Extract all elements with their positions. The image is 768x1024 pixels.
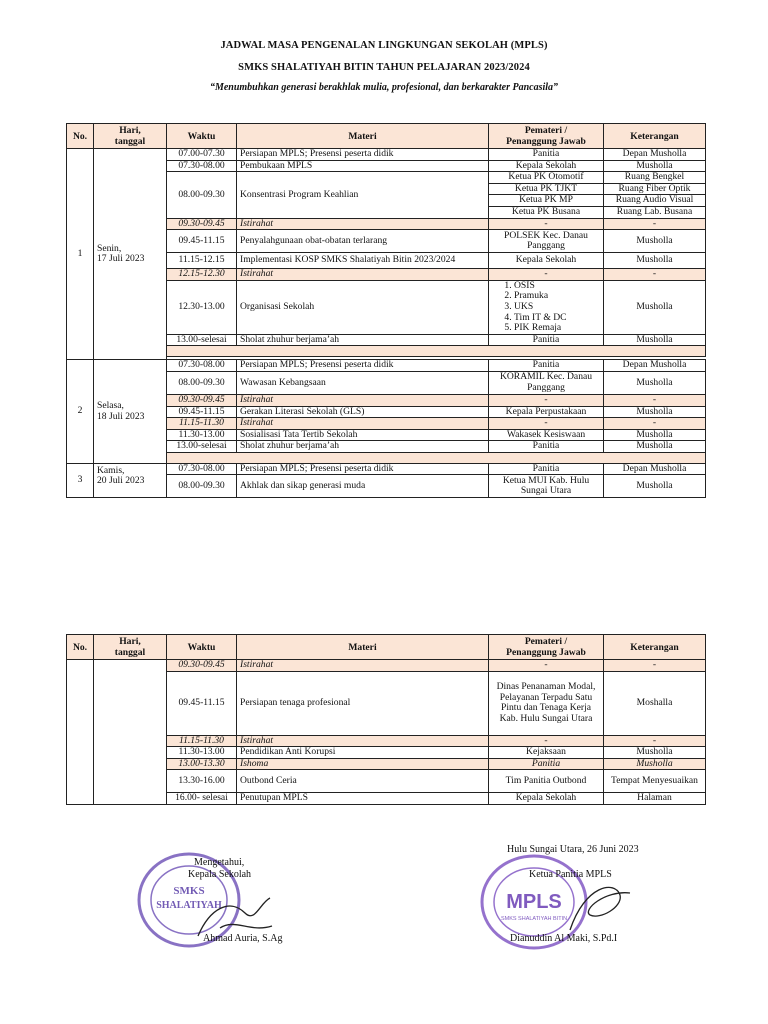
time-cell: 11.30-13.00 [167, 747, 237, 759]
speaker-cell: Kepala Sekolah [489, 253, 604, 269]
topic-cell: Istirahat [237, 418, 489, 430]
time-cell: 08.00-09.30 [167, 475, 237, 498]
schedule-table-1 [66, 123, 706, 498]
location-cell: - [604, 660, 706, 672]
day-number: 1 [67, 149, 94, 360]
day-number: 3 [67, 463, 94, 498]
location-cell: Depan Musholla [604, 463, 706, 475]
speaker-cell: - [489, 735, 604, 747]
location-cell: Moshalla [604, 671, 706, 735]
speaker-cell: Kejaksaan [489, 747, 604, 759]
time-cell: 11.30-13.00 [167, 429, 237, 441]
location-cell: Depan Musholla [604, 360, 706, 372]
col-header-pemateri: Pemateri / Penanggung Jawab [489, 124, 604, 149]
location-cell: Musholla [604, 429, 706, 441]
location-cell: Musholla [604, 334, 706, 346]
time-cell: 13.00-13.30 [167, 758, 237, 770]
table-row [67, 463, 706, 475]
list-item: 4. Tim IT & DC [514, 313, 600, 324]
time-cell: 07.30-08.00 [167, 360, 237, 372]
principal-title: Kepala Sekolah [188, 869, 252, 880]
topic-cell: Istirahat [237, 394, 489, 406]
location-cell: Ruang Audio Visual [604, 195, 706, 207]
time-cell: 08.00-09.30 [167, 371, 237, 394]
location-cell: Musholla [604, 371, 706, 394]
topic-cell: Istirahat [237, 660, 489, 672]
day-date: 17 Juli 2023 [97, 253, 145, 265]
topic-cell: Istirahat [237, 269, 489, 281]
speaker-cell: POLSEK Kec. Danau Panggang [489, 230, 604, 253]
list-item: 2. Pramuka [514, 291, 600, 302]
day-date: 20 Juli 2023 [97, 475, 145, 487]
col-header-materi: Materi [237, 124, 489, 149]
col-header-hari: Hari, tanggal [94, 635, 167, 660]
stamp-text-1: SMKS [173, 885, 205, 897]
location-cell: Musholla [604, 230, 706, 253]
time-cell: 09.30-09.45 [167, 394, 237, 406]
table-header-row [67, 635, 706, 660]
day-name: Senin, [97, 242, 122, 254]
location-cell: - [604, 418, 706, 430]
topic-cell: Persiapan MPLS; Presensi peserta didik [237, 149, 489, 161]
principal-name: Ahmad Auria, S.Ag [203, 933, 283, 944]
list-item: 1. OSIS [514, 281, 600, 292]
time-cell: 09.30-09.45 [167, 660, 237, 672]
time-cell: 07.30-08.00 [167, 463, 237, 475]
place-date: Hulu Sungai Utara, 26 Juni 2023 [507, 844, 639, 855]
time-cell: 13.00-selesai [167, 441, 237, 453]
speaker-cell: Ketua PK Otomotif [489, 172, 604, 184]
acknowledge-label: Mengetahui, [194, 857, 245, 868]
col-header-waktu: Waktu [167, 635, 237, 660]
chair-name: Dianuddin Al Maki, S.Pd.I [510, 933, 618, 944]
table-header-row [67, 124, 706, 149]
topic-cell: Penyalahgunaan obat-obatan terlarang [237, 230, 489, 253]
time-cell: 09.30-09.45 [167, 218, 237, 230]
speaker-cell: Panitia [489, 441, 604, 453]
day-date-cell [94, 463, 167, 498]
day-number [67, 660, 94, 805]
time-cell: 16.00- selesai [167, 793, 237, 805]
time-cell: 13.00-selesai [167, 334, 237, 346]
speaker-cell: Dinas Penanaman Modal, Pelayanan Terpadu Satu Pintu dan Tenaga Kerja Kab. Hulu Sungai Utara [489, 671, 604, 735]
speaker-cell: Panitia [489, 758, 604, 770]
day-name: Kamis, [97, 464, 125, 476]
speaker-cell: Ketua PK Busana [489, 206, 604, 218]
col-header-pemateri: Pemateri / Penanggung Jawab [489, 635, 604, 660]
organization-list [492, 281, 600, 334]
location-cell: - [604, 269, 706, 281]
table-row [67, 360, 706, 372]
speaker-cell: - [489, 418, 604, 430]
speaker-cell: Wakasek Kesiswaan [489, 429, 604, 441]
time-cell: 09.45-11.15 [167, 230, 237, 253]
topic-cell: Pendidikan Anti Korupsi [237, 747, 489, 759]
topic-cell: Persiapan tenaga profesional [237, 671, 489, 735]
topic-cell: Outbond Ceria [237, 770, 489, 793]
time-cell: 12.15-12.30 [167, 269, 237, 281]
topic-cell: Akhlak dan sikap generasi muda [237, 475, 489, 498]
day-name: Selasa, [97, 400, 124, 411]
speaker-cell: Panitia [489, 463, 604, 475]
time-cell: 12.30-13.00 [167, 280, 237, 334]
time-cell: 08.00-09.30 [167, 172, 237, 218]
col-header-keterangan: Keterangan [604, 635, 706, 660]
col-header-keterangan: Keterangan [604, 124, 706, 149]
time-cell: 11.15-11.30 [167, 418, 237, 430]
list-item: 3. UKS [514, 302, 600, 313]
topic-cell: Ishoma [237, 758, 489, 770]
topic-cell: Istirahat [237, 218, 489, 230]
col-header-no: No. [67, 124, 94, 149]
topic-cell: Persiapan MPLS; Presensi peserta didik [237, 360, 489, 372]
speaker-cell: - [489, 218, 604, 230]
speaker-cell: Tim Panitia Outbond [489, 770, 604, 793]
location-cell: Musholla [604, 475, 706, 498]
day-date-cell [94, 660, 167, 805]
col-header-hari: Hari, tanggal [94, 124, 167, 149]
location-cell: - [604, 394, 706, 406]
time-cell: 09.45-11.15 [167, 671, 237, 735]
document-subtitle: SMKS SHALATIYAH BITIN TAHUN PELAJARAN 2023/2024 [238, 62, 530, 73]
document-title: JADWAL MASA PENGENALAN LINGKUNGAN SEKOLAH (MPLS) [220, 40, 548, 51]
topic-cell: Implementasi KOSP SMKS Shalatiyah Bitin 2023/2024 [237, 253, 489, 269]
document-motto: “Menumbuhkan generasi berakhlak mulia, profesional, dan berkarakter Pancasila” [209, 82, 559, 93]
time-cell: 11.15-12.15 [167, 253, 237, 269]
stamp-text-mpls: MPLS [506, 891, 562, 913]
schedule-table-2 [66, 634, 706, 805]
speaker-cell: Kepala Sekolah [489, 160, 604, 172]
topic-cell: Wawasan Kebangsaan [237, 371, 489, 394]
speaker-cell: - [489, 660, 604, 672]
topic-cell: Sosialisasi Tata Tertib Sekolah [237, 429, 489, 441]
topic-cell: Persiapan MPLS; Presensi peserta didik [237, 463, 489, 475]
location-cell: - [604, 735, 706, 747]
location-cell: Ruang Lab. Busana [604, 206, 706, 218]
topic-cell: Sholat zhuhur berjama’ah [237, 441, 489, 453]
table-row-break [67, 660, 706, 672]
day-date-cell [94, 149, 167, 360]
chair-title: Ketua Panitia MPLS [529, 869, 612, 880]
location-cell: Musholla [604, 747, 706, 759]
location-cell: Musholla [604, 406, 706, 418]
speaker-cell: Panitia [489, 334, 604, 346]
topic-cell: Konsentrasi Program Keahlian [237, 172, 489, 218]
speaker-cell: Ketua MUI Kab. Hulu Sungai Utara [489, 475, 604, 498]
time-cell: 11.15-11.30 [167, 735, 237, 747]
topic-cell: Istirahat [237, 735, 489, 747]
topic-cell: Penutupan MPLS [237, 793, 489, 805]
table-row [67, 149, 706, 161]
location-cell: Ruang Fiber Optik [604, 183, 706, 195]
speaker-cell: Kepala Perpustakaan [489, 406, 604, 418]
speaker-cell: Panitia [489, 149, 604, 161]
location-cell: Musholla [604, 160, 706, 172]
stamp-text-2: SHALATIYAH [156, 900, 222, 911]
location-cell: Depan Musholla [604, 149, 706, 161]
speaker-cell: KORAMIL Kec. Danau Panggang [489, 371, 604, 394]
chair-signature-icon [560, 875, 640, 940]
location-cell: Ruang Bengkel [604, 172, 706, 184]
topic-cell: Sholat zhuhur berjama’ah [237, 334, 489, 346]
col-header-waktu: Waktu [167, 124, 237, 149]
location-cell: Musholla [604, 441, 706, 453]
topic-cell: Gerakan Literasi Sekolah (GLS) [237, 406, 489, 418]
time-cell: 07.30-08.00 [167, 160, 237, 172]
time-cell: 07.00-07.30 [167, 149, 237, 161]
speaker-cell: Ketua PK TJKT [489, 183, 604, 195]
speaker-cell: Panitia [489, 360, 604, 372]
location-cell: Musholla [604, 280, 706, 334]
stamp-text-school: SMKS SHALATIYAH BITIN [500, 916, 568, 922]
speaker-list-cell [489, 280, 604, 334]
location-cell: Halaman [604, 793, 706, 805]
location-cell: Musholla [604, 253, 706, 269]
time-cell: 13.30-16.00 [167, 770, 237, 793]
location-cell: - [604, 218, 706, 230]
speaker-cell: - [489, 394, 604, 406]
location-cell: Musholla [604, 758, 706, 770]
topic-cell: Organisasi Sekolah [237, 280, 489, 334]
col-header-materi: Materi [237, 635, 489, 660]
topic-cell: Pembukaan MPLS [237, 160, 489, 172]
location-cell: Tempat Menyesuaikan [604, 770, 706, 793]
day-date: 18 Juli 2023 [97, 410, 145, 422]
time-cell: 09.45-11.15 [167, 406, 237, 418]
list-item: 5. PIK Remaja [514, 323, 600, 334]
speaker-cell: Ketua PK MP [489, 195, 604, 207]
day-date-cell [94, 360, 167, 464]
col-header-no: No. [67, 635, 94, 660]
speaker-cell: - [489, 269, 604, 281]
speaker-cell: Kepala Sekolah [489, 793, 604, 805]
day-number: 2 [67, 360, 94, 464]
